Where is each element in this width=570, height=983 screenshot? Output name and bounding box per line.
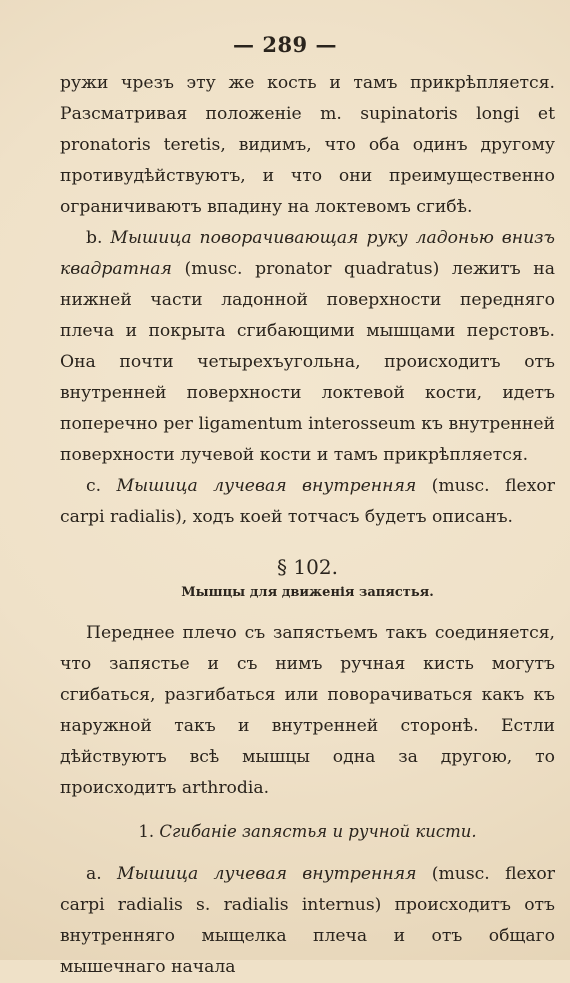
paragraph-text: (musc. flexor carpi radialis s. radialis internus) происходитъ отъ внутренняго мыщелка плеча и отъ общаго мышечнаго начала bbox=[60, 864, 555, 977]
subsection-number: 1. bbox=[138, 822, 155, 841]
paragraph-continuation: ружи чрезъ эту же кость и тамъ прикрѣпляется. Разсматривая положеніе m. supinatoris longi et pronatoris teretis, видимъ, что оба одинъ другому противудѣйствуютъ, и что они преимущественно ограничиваютъ впадину на локтевомъ сгибѣ. bbox=[60, 73, 555, 217]
subsection-title: Сгибаніе запястья и ручной кисти. bbox=[159, 822, 477, 841]
paragraph-wrist-joint: Переднее плечо съ запястьемъ такъ соединяется, что запястье и съ нимъ ручная кисть могутъ сгибаться, разгибаться или поворачиваться какъ къ наружной такъ и внутренней сторонѣ. Естли дѣйствуютъ всѣ мышцы одна за другою, то происходитъ arthrodia. bbox=[60, 623, 555, 798]
muscle-name-italic: Мышица лучевая внутренняя bbox=[117, 864, 417, 884]
section-subtitle: Мышцы для движенія запястья. bbox=[181, 585, 434, 600]
item-label: c. bbox=[86, 476, 102, 496]
section-title: § 102. bbox=[277, 555, 338, 579]
page-content bbox=[60, 68, 555, 983]
paragraph-text: (musc. flexor carpi radialis), ходъ коей тотчасъ будетъ описанъ. bbox=[60, 476, 555, 527]
item-label: b. bbox=[86, 228, 103, 248]
muscle-name-italic: Мышица поворачивающая руку ладонью внизъ квадратная bbox=[60, 228, 555, 279]
muscle-name-italic: Мышица лучевая внутренняя bbox=[116, 476, 417, 496]
paragraph-radialis-internus bbox=[60, 859, 555, 983]
subsection-heading bbox=[60, 822, 555, 841]
paragraph-flexor-carpi-radialis bbox=[60, 471, 555, 533]
paragraph-text: (musc. pronator quadratus) лежитъ на нижней части ладонной поверхности передняго плеча и покрыта сгибающими мышцами перстовъ. Она почти четырехъугольна, происходитъ отъ внутренней поверхности локтевой кости, идетъ поперечно per ligamentum interosseum къ внутренней поверхности лучевой кости и тамъ прикрѣпляется. bbox=[60, 259, 555, 465]
paragraph-pronator-quadratus bbox=[60, 223, 555, 471]
page-number: — 289 — bbox=[233, 32, 337, 57]
item-label: a. bbox=[86, 864, 102, 884]
